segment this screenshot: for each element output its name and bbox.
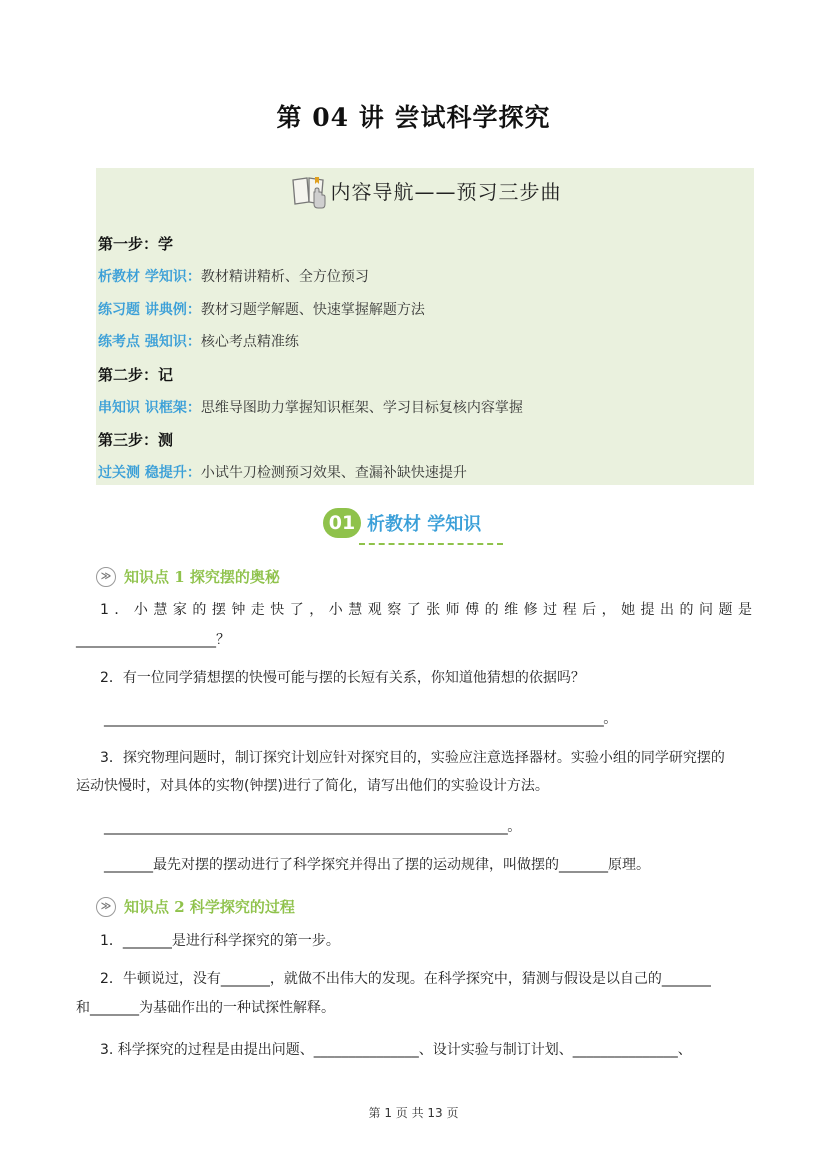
knowledge-point-1-title: 知识点 1 探究摆的奥秘 [124,568,280,586]
nav-item-4-label: 串知识 识框架： [98,400,201,416]
kp1-question-1-line-2: ____________________？ [76,632,230,648]
nav-item-5-desc: 小试牛刀检测预习效果、查漏补缺快速提升 [200,465,467,481]
nav-item-2-label: 练习题 讲典例： [98,302,201,318]
kp2-question-3: 3. 科学探究的过程是由提出问题、_______________、设计实验与制订计划、_______________、 [100,1042,692,1058]
step-3-label: 第三步：测 [98,431,174,449]
double-chevron-icon: ≫ [96,897,116,917]
nav-item-3 [98,332,299,352]
nav-item-3-label: 练考点 强知识： [98,334,201,350]
nav-header-text: 内容导航——预习三步曲 [330,179,562,204]
nav-item-2-desc: 教材习题学解题、快速掌握解题方法 [200,302,425,318]
nav-item-3-desc: 核心考点精准练 [200,334,299,350]
kp1-question-3-line-2: 运动快慢时，对具体的实物(钟摆)进行了简化，请写出他们的实验设计方法。 [76,778,549,794]
page-title: 第 04 讲 尝试科学探究 [276,103,551,132]
step-1-label: 第一步：学 [98,235,174,253]
kp1-question-2-blank[interactable]: ______________________________________________________________________________。 [104,711,617,727]
section-number: 01 [323,508,361,538]
knowledge-point-2-heading [96,896,295,917]
kp1-question-3-extra: _______最先对摆的摆动进行了科学探究并得出了摆的运动规律，叫做摆的_______原理。 [104,857,650,873]
knowledge-point-1-heading [96,566,280,587]
nav-item-1-desc: 教材精讲精析、全方位预习 [200,269,369,285]
nav-item-5-label: 过关测 稳提升： [98,465,201,481]
section-underline [359,543,503,545]
kp2-question-1: 1．_______是进行科学探究的第一步。 [100,933,340,949]
section-badge [323,505,481,541]
kp1-question-2: 2．有一位同学猜想摆的快慢可能与摆的长短有关系，你知道他猜想的依据吗？ [100,670,585,686]
page-footer: 第 1 页 共 13 页 [368,1106,459,1120]
step-2-label: 第二步：记 [98,366,174,384]
knowledge-point-2-title: 知识点 2 科学探究的过程 [124,898,295,916]
kp1-question-3-blank[interactable]: _______________________________________________________________。 [104,819,521,835]
section-label: 析教材 学知识 [367,514,482,535]
nav-item-5 [98,463,467,483]
content-navigation-box [96,168,754,485]
step-3-line [98,430,173,451]
nav-item-4-desc: 思维导图助力掌握知识框架、学习目标复核内容掌握 [200,400,523,416]
step-2-line [98,365,173,386]
nav-item-1-label: 析教材 学知识： [98,269,201,285]
nav-item-1 [98,267,369,287]
nav-header [96,170,754,210]
nav-item-4 [98,398,523,418]
kp2-question-2-line-1: 2．牛顿说过，没有_______，就做不出伟大的发现。在科学探究中，猜测与假设是以自己的_______ [100,971,711,987]
kp1-question-1-line-1: 1．小慧家的摆钟走快了，小慧观察了张师傅的维修过程后，她提出的问题是 [100,602,752,618]
step-1-line [98,234,173,255]
kp2-question-2-line-2: 和_______为基础作出的一种试探性解释。 [76,1000,335,1016]
kp1-question-3-line-1: 3．探究物理问题时，制订探究计划应针对探究目的，实验应注意选择器材。实验小组的同学研究摆的 [100,750,725,766]
book-pointer-icon [289,170,331,210]
nav-item-2 [98,300,425,320]
double-chevron-icon: ≫ [96,567,116,587]
